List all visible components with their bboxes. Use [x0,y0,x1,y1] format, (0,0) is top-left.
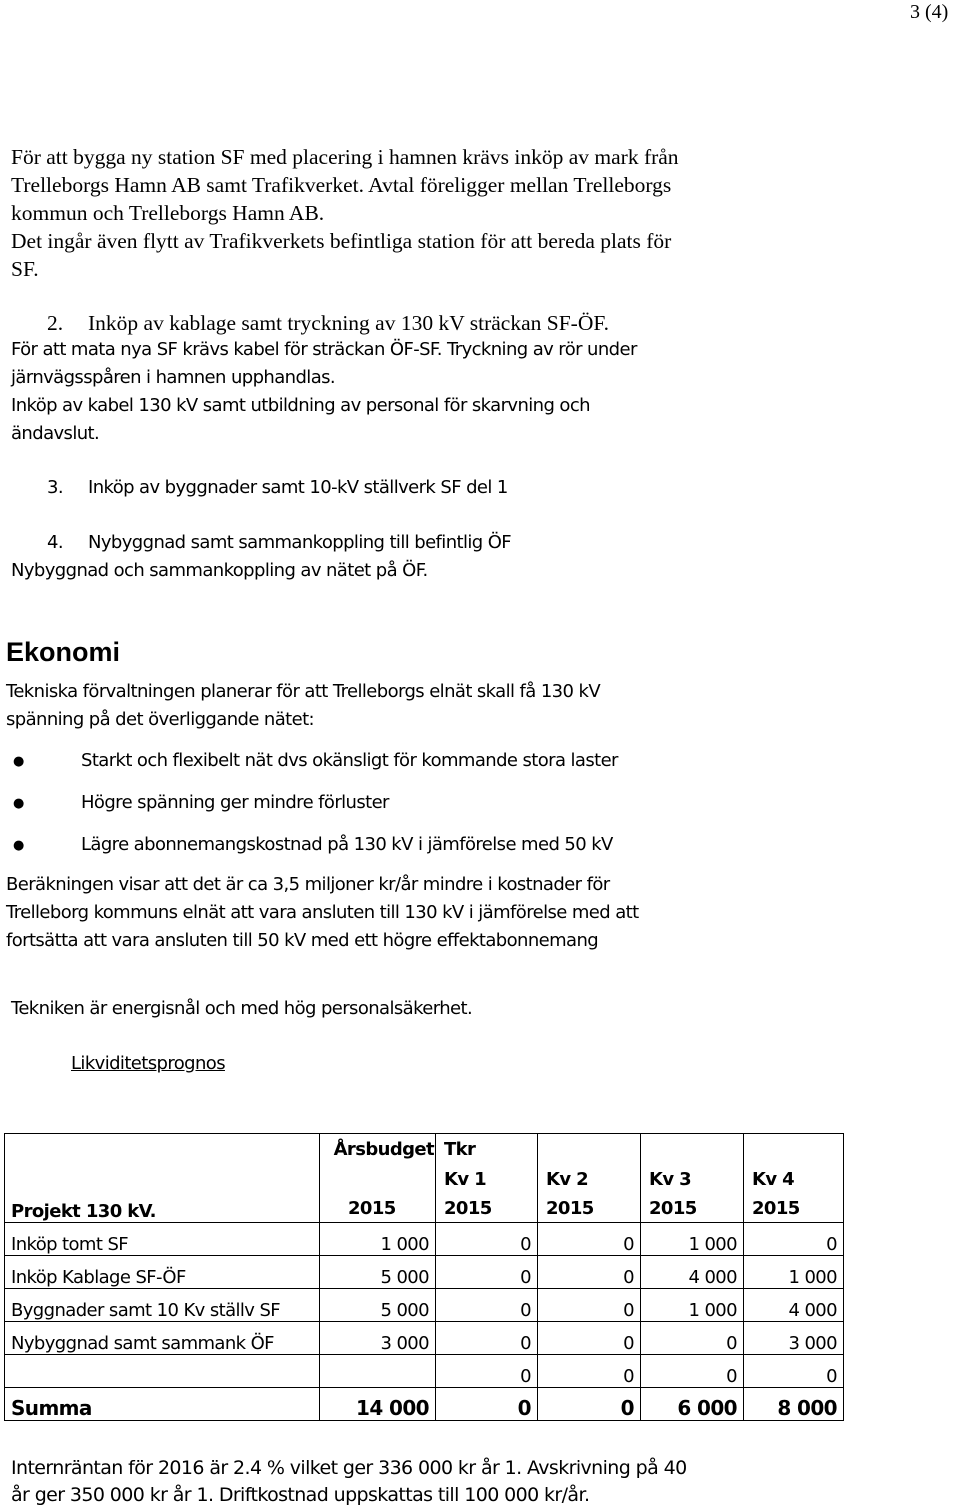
cell-kv1: 0 [436,1256,538,1289]
cell-arsbudget: 1 000 [320,1223,436,1256]
cell-kv2: 0 [538,1256,641,1289]
cell-kv1: 0 [436,1355,538,1388]
intro-line: Trelleborgs Hamn AB samt Trafikverket. Avtal föreligger mellan Trelleborgs [11,173,672,197]
cell-kv1: 0 [436,1289,538,1322]
intro-line: Det ingår även flytt av Trafikverkets befintliga station för att bereda plats för [11,229,672,253]
cell-kv4: 0 [744,1355,844,1388]
row-label: Inköp tomt SF [5,1223,320,1256]
item-3-number: 3. [47,477,63,498]
sum-kv4: 8 000 [744,1388,844,1421]
cell-kv4: 3 000 [744,1322,844,1355]
sum-kv3: 6 000 [641,1388,744,1421]
sum-label: Summa [5,1388,320,1421]
item-3-title: Inköp av byggnader samt 10-kV ställverk SF del 1 [88,477,508,498]
calc-line: fortsätta att vara ansluten till 50 kV med ett högre effektabonnemang [6,930,599,951]
table-row [5,1355,844,1388]
item-2-line: För att mata nya SF krävs kabel för sträckan ÖF-SF. Tryckning av rör under [11,339,637,360]
cell-arsbudget: 3 000 [320,1322,436,1355]
cell-kv1: 0 [436,1223,538,1256]
calc-line: Beräkningen visar att det är ca 3,5 miljoner kr/år mindre i kostnader för [6,874,610,895]
header-project: Projekt 130 kV. [5,1134,320,1223]
cell-kv4: 0 [744,1223,844,1256]
header-kv2: Kv 2 2015 [538,1134,641,1223]
footer-line: Internräntan för 2016 är 2.4 % vilket ger 336 000 kr år 1. Avskrivning på 40 [11,1457,687,1479]
economy-intro-line: spänning på det överliggande nätet: [6,709,315,730]
row-label: Byggnader samt 10 Kv ställv SF [5,1289,320,1322]
bullet-icon: ● [13,796,25,811]
cell-kv3: 0 [641,1355,744,1388]
item-4-line: Nybyggnad och sammankoppling av nätet på ÖF. [11,560,428,581]
cell-arsbudget: 5 000 [320,1256,436,1289]
cell-kv2: 0 [538,1322,641,1355]
header-arsbudget: Årsbudget 2015 [320,1134,436,1223]
calc-line: Trelleborg kommuns elnät att vara ansluten till 130 kV i jämförelse med att [6,902,639,923]
item-2-title: Inköp av kablage samt tryckning av 130 kV sträckan SF-ÖF. [88,311,609,335]
item-4-number: 4. [47,532,63,553]
economy-intro-line: Tekniska förvaltningen planerar för att Trelleborgs elnät skall få 130 kV [6,681,601,702]
item-4-title: Nybyggnad samt sammankoppling till befintlig ÖF [88,532,512,553]
header-kv4: Kv 4 2015 [744,1134,844,1223]
technology-line: Tekniken är energisnål och med hög personalsäkerhet. [11,998,473,1019]
item-2-line: ändavslut. [11,423,100,444]
page-number: 3 (4) [910,1,949,23]
bullet-icon: ● [13,838,25,853]
intro-line: För att bygga ny station SF med placering i hamnen krävs inköp av mark från [11,145,679,169]
cell-kv3: 0 [641,1322,744,1355]
liquidity-heading: Likviditetsprognos [71,1053,225,1074]
row-label: Inköp Kablage SF-ÖF [5,1256,320,1289]
item-2-line: Inköp av kabel 130 kV samt utbildning av personal för skarvning och [11,395,590,416]
cell-kv2: 0 [538,1355,641,1388]
bullet-icon: ● [13,754,25,769]
cell-kv4: 4 000 [744,1289,844,1322]
row-label: Nybyggnad samt sammank ÖF [5,1322,320,1355]
cell-kv1: 0 [436,1322,538,1355]
item-2-line: järnvägsspåren i hamnen upphandlas. [11,367,336,388]
row-label [5,1355,320,1388]
table-row [5,1223,844,1256]
cell-kv3: 1 000 [641,1223,744,1256]
bullet-item: Högre spänning ger mindre förluster [81,792,389,813]
cell-kv3: 1 000 [641,1289,744,1322]
table-row [5,1289,844,1322]
table-row [5,1322,844,1355]
cell-arsbudget [320,1355,436,1388]
cell-kv2: 0 [538,1289,641,1322]
bullet-item: Lägre abonnemangskostnad på 130 kV i jämförelse med 50 kV [81,834,613,855]
liquidity-table [4,1133,844,1421]
economy-heading: Ekonomi [6,637,121,667]
header-kv3: Kv 3 2015 [641,1134,744,1223]
sum-kv2: 0 [538,1388,641,1421]
intro-line: SF. [11,257,39,281]
cell-arsbudget: 5 000 [320,1289,436,1322]
header-kv1: Tkr Kv 1 2015 [436,1134,538,1223]
intro-line: kommun och Trelleborgs Hamn AB. [11,201,325,225]
item-2-number: 2. [47,311,64,335]
cell-kv3: 4 000 [641,1256,744,1289]
table-row [5,1256,844,1289]
sum-arsbudget: 14 000 [320,1388,436,1421]
table-header-row [5,1134,844,1223]
sum-kv1: 0 [436,1388,538,1421]
table-sum-row [5,1388,844,1421]
cell-kv4: 1 000 [744,1256,844,1289]
footer-line: år ger 350 000 kr år 1. Driftkostnad uppskattas till 100 000 kr/år. [11,1484,590,1506]
cell-kv2: 0 [538,1223,641,1256]
bullet-item: Starkt och flexibelt nät dvs okänsligt för kommande stora laster [81,750,618,771]
